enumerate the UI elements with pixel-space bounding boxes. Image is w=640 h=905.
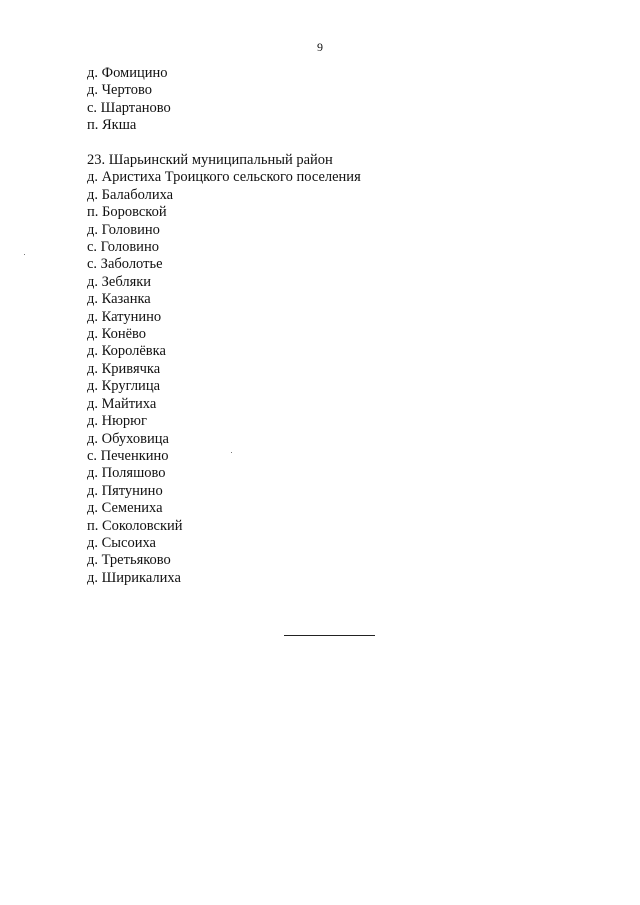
page-number: 9 [317,40,323,54]
section-list [87,169,361,587]
scan-speck [231,452,232,453]
list-item: д. Ширикалиха [87,569,181,586]
scan-speck [24,254,25,255]
list-item: д. Пятунино [87,482,163,499]
list-item: д. Семениха [87,500,163,517]
list-item: д. Фомицино [87,65,168,81]
list-item: д. Казанка [87,291,151,308]
list-item: д. Круглица [87,378,161,395]
list-item: д. Майтиха [87,395,157,412]
list-item: д. Сысоиха [87,534,156,551]
list-item: п. Соколовский [87,517,183,534]
list-item: д. Конёво [87,326,147,343]
list-item: с. Печенкино [87,447,169,464]
list-item: д. Королёвка [87,343,166,360]
list-item: д. Поляшово [87,465,166,482]
list-item: д. Кривячка [87,360,161,377]
list-item: д. Аристиха Троицкого сельского поселения [87,169,361,186]
document-body [87,65,361,587]
section-gap [87,135,361,152]
list-item: с. Заболотье [87,256,163,273]
list-item: д. Зебляки [87,273,152,290]
list-item: д. Нюрюг [87,413,147,430]
list-item: д. Балаболиха [87,186,174,203]
list-item: д. Катунино [87,308,162,325]
list-item: д. Головино [87,221,160,238]
list-item: с. Головино [87,239,159,256]
list-item: д. Обуховица [87,430,169,447]
list-item: д. Третьяково [87,552,171,569]
end-divider [284,635,375,636]
list-item: с. Шартаново [87,99,171,116]
section-heading: 23. Шарьинский муниципальный район [87,152,333,169]
list-item: п. Якша [87,117,137,134]
list-item: п. Боровской [87,204,167,221]
continued-list [87,65,361,135]
list-item: д. Чертово [87,82,152,99]
